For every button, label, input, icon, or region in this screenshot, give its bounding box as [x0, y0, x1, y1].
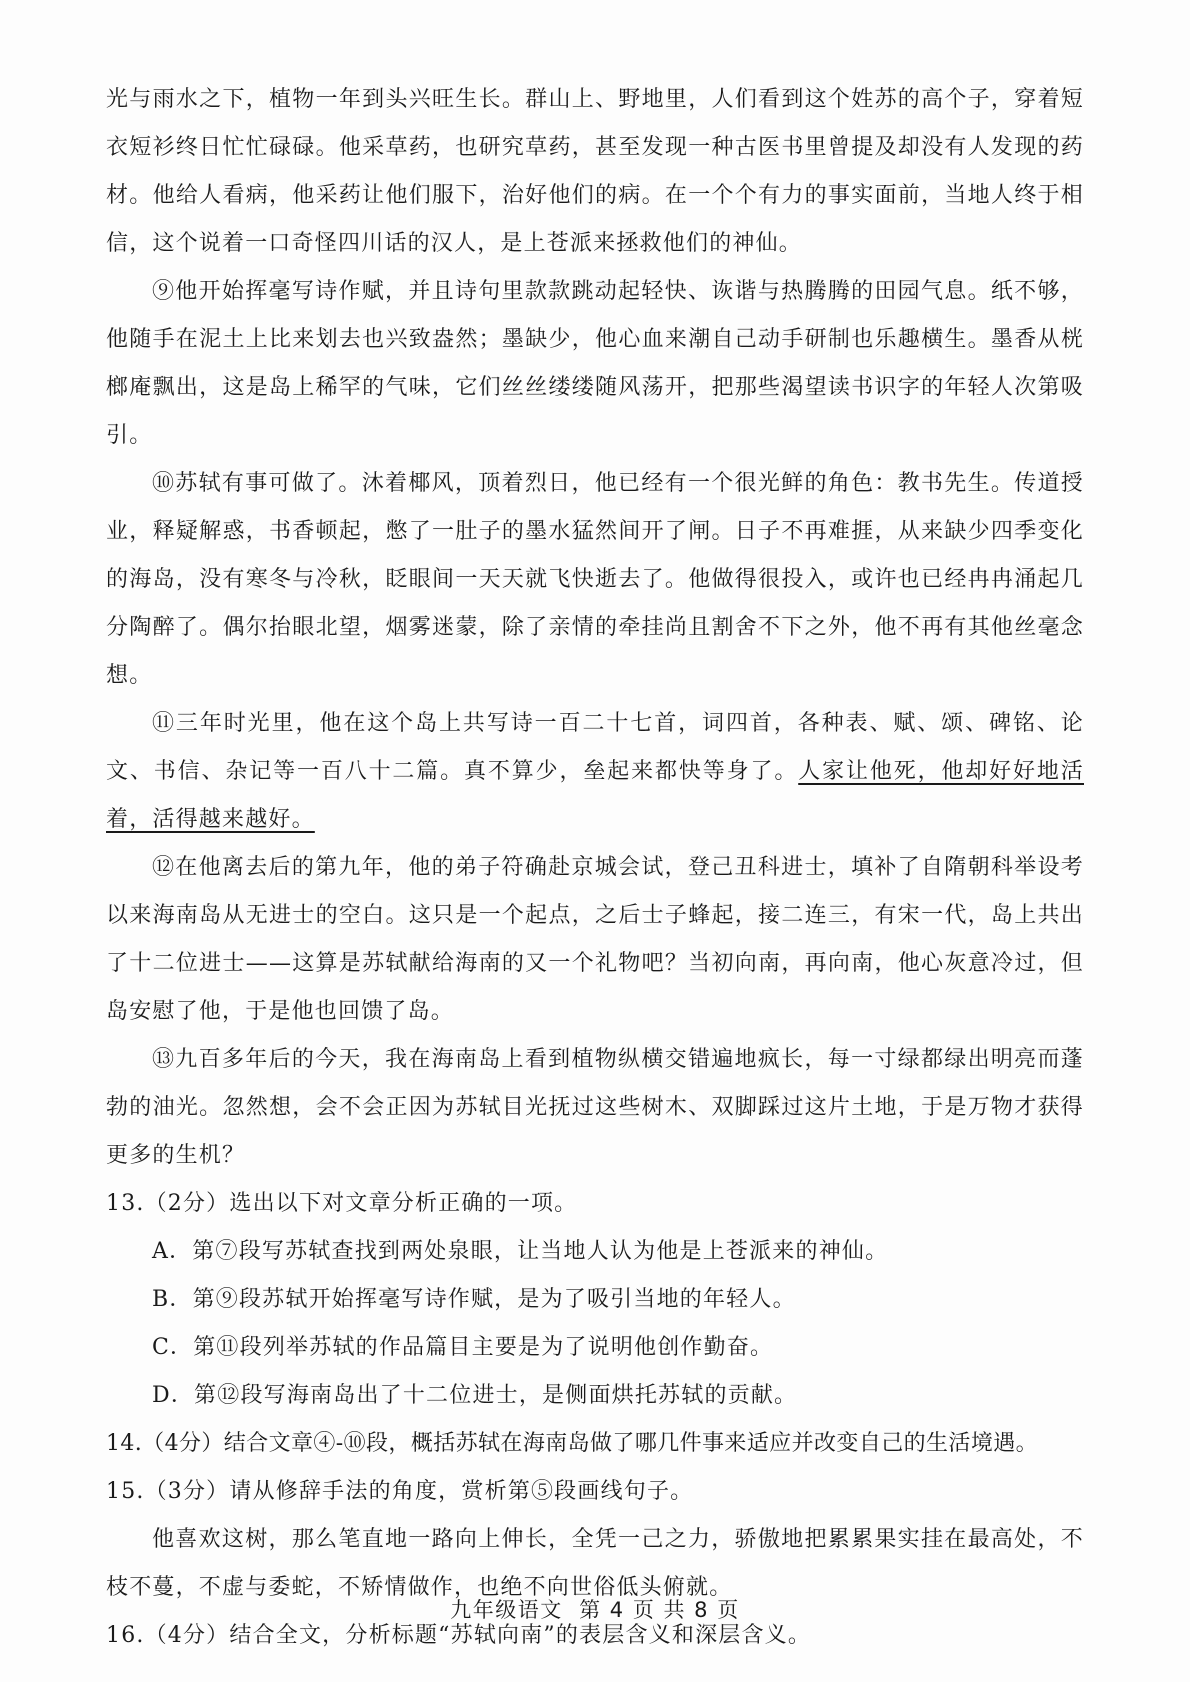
page-content — [106, 76, 1084, 1660]
question-13-option-c: C．第⑪段列举苏轼的作品篇目主要是为了说明他创作勤奋。 — [152, 1335, 774, 1360]
question-13-option-a: A．第⑦段写苏轼查找到两处泉眼，让当地人认为他是上苍派来的神仙。 — [152, 1239, 889, 1264]
footer-subject: 九年级语文 — [450, 1598, 563, 1622]
page-footer — [0, 1594, 1190, 1624]
paragraph-8-continued: 光与雨水之下，植物一年到头兴旺生长。群山上、野地里，人们看到这个姓苏的高个子，穿着短衣短衫终日忙忙碌碌。他采草药，也研究草药，甚至发现一种古医书里曾提及却没有人发现的药材。他给人看病，他采药让他们服下，治好他们的病。在一个个有力的事实面前，当地人终于相信，这个说着一口奇怪四川话的汉人，是上苍派来拯救他们的神仙。 — [106, 87, 1084, 256]
question-13: 13.（2分）选出以下对文章分析正确的一项。 — [106, 1191, 578, 1216]
footer-page-number: 第 4 页 共 8 页 — [579, 1598, 740, 1622]
paragraph-11 — [106, 700, 1084, 844]
question-13-option-b: B．第⑨段苏轼开始挥毫写诗作赋，是为了吸引当地的年轻人。 — [152, 1287, 796, 1312]
question-15: 15.（3分）请从修辞手法的角度，赏析第⑤段画线句子。 — [106, 1479, 694, 1504]
question-14: 14.（4分）结合文章④-⑩段，概括苏轼在海南岛做了哪几件事来适应并改变自己的生活境遇。 — [106, 1431, 1039, 1456]
underlined-sentence: 人家让他死，他却好好地活着，活得越来越好。 — [106, 759, 1084, 832]
paragraph-9: ⑨他开始挥毫写诗作赋，并且诗句里款款跳动起轻快、诙谐与热腾腾的田园气息。纸不够，他随手在泥土上比来划去也兴致盎然；墨缺少，他心血来潮自己动手研制也乐趣横生。墨香从桄榔庵飘出，这是岛上稀罕的气味，它们丝丝缕缕随风荡开，把那些渴望读书识字的年轻人次第吸引。 — [106, 279, 1084, 448]
paragraph-10: ⑩苏轼有事可做了。沐着椰风，顶着烈日，他已经有一个很光鲜的角色：教书先生。传道授业，释疑解惑，书香顿起，憋了一肚子的墨水猛然间开了闸。日子不再难捱，从来缺少四季变化的海岛，没有寒冬与冷秋，眨眼间一天天就飞快逝去了。他做得很投入，或许也已经冉冉涌起几分陶醉了。偶尔抬眼北望，烟雾迷蒙，除了亲情的牵挂尚且割舍不下之外，他不再有其他丝毫念想。 — [106, 471, 1084, 688]
paragraph-12: ⑫在他离去后的第九年，他的弟子符确赴京城会试，登己丑科进士，填补了自隋朝科举设考以来海南岛从无进士的空白。这只是一个起点，之后士子蜂起，接二连三，有宋一代，岛上共出了十二位进士——这算是苏轼献给海南的又一个礼物吧？当初向南，再向南，他心灰意冷过，但岛安慰了他，于是他也回馈了岛。 — [106, 855, 1084, 1024]
paragraph-13: ⑬九百多年后的今天，我在海南岛上看到植物纵横交错遍地疯长，每一寸绿都绿出明亮而蓬勃的油光。忽然想，会不会正因为苏轼目光抚过这些树木、双脚踩过这片土地，于是万物才获得更多的生机？ — [106, 1047, 1084, 1168]
question-16: 16.（4分）结合全文，分析标题“苏轼向南”的表层含义和深层含义。 — [106, 1623, 812, 1648]
question-13-option-d: D．第⑫段写海南岛出了十二位进士，是侧面烘托苏轼的贡献。 — [152, 1383, 798, 1408]
paragraph-11-text: ⑪三年时光里，他在这个岛上共写诗一百二十七首，词四首，各种表、赋、颂、碑铭、论文、书信、杂记等一百八十二篇。真不算少，垒起来都快等身了。 — [106, 711, 1084, 784]
question-15-quote: 他喜欢这树，那么笔直地一路向上伸长，全凭一己之力，骄傲地把累累果实挂在最高处，不枝不蔓，不虚与委蛇，不矫情做作，也绝不向世俗低头俯就。 — [106, 1527, 1084, 1600]
